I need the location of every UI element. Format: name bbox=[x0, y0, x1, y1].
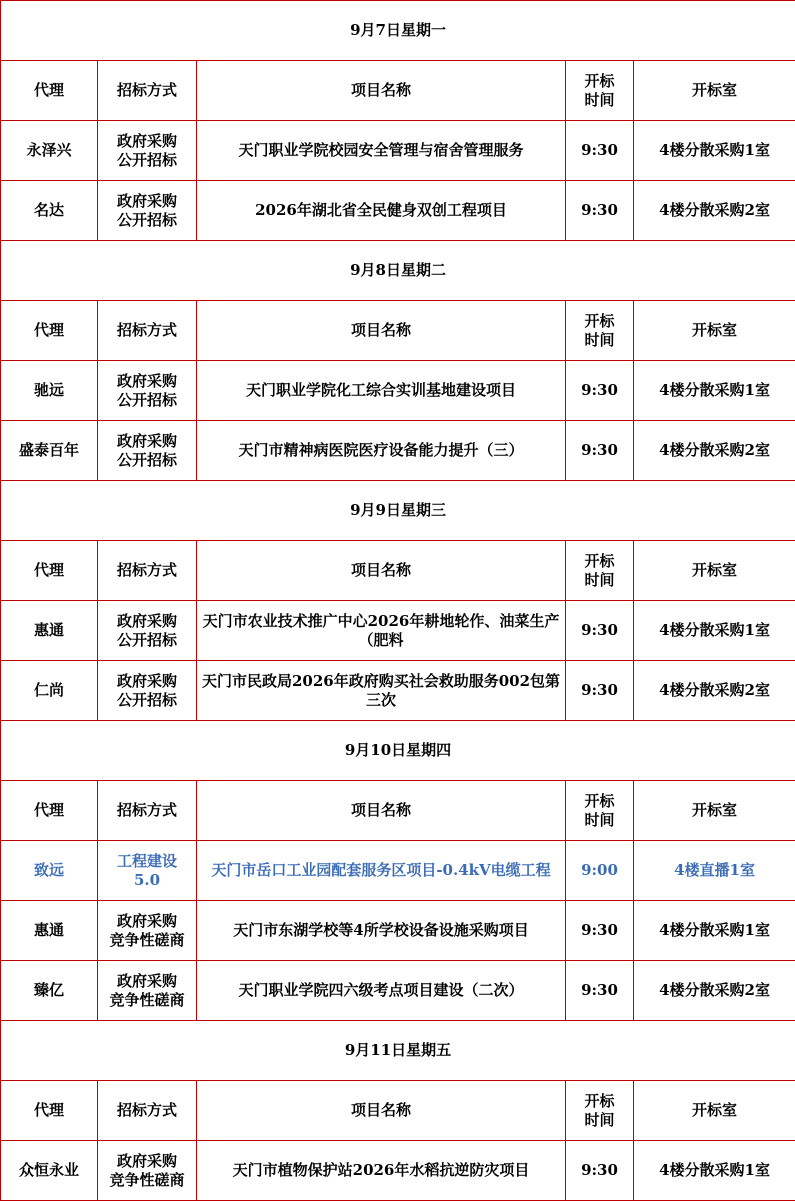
agent-cell: 盛泰百年 bbox=[1, 421, 98, 481]
time-cell: 9:30 bbox=[566, 661, 634, 721]
table-row bbox=[1, 1141, 795, 1201]
time-cell: 9:30 bbox=[566, 901, 634, 961]
room-cell: 4楼分散采购1室 bbox=[634, 601, 795, 661]
header-room: 开标室 bbox=[634, 61, 795, 121]
time-cell: 9:30 bbox=[566, 961, 634, 1021]
project-cell: 天门职业学院校园安全管理与宿舍管理服务 bbox=[197, 121, 566, 181]
project-cell: 天门市东湖学校等4所学校设备设施采购项目 bbox=[197, 901, 566, 961]
column-header-row bbox=[1, 61, 795, 121]
day-row bbox=[1, 721, 795, 781]
agent-cell: 惠通 bbox=[1, 901, 98, 961]
method-cell: 政府采购 公开招标 bbox=[98, 121, 197, 181]
header-agent: 代理 bbox=[1, 301, 98, 361]
agent-cell: 惠通 bbox=[1, 601, 98, 661]
method-cell: 政府采购 竞争性磋商 bbox=[98, 901, 197, 961]
method-cell: 政府采购 公开招标 bbox=[98, 661, 197, 721]
agent-cell: 臻亿 bbox=[1, 961, 98, 1021]
method-cell: 政府采购 公开招标 bbox=[98, 601, 197, 661]
project-cell: 天门市农业技术推广中心2026年耕地轮作、油菜生产（肥料 bbox=[197, 601, 566, 661]
method-cell: 政府采购 竞争性磋商 bbox=[98, 961, 197, 1021]
day-heading: 9月9日星期三 bbox=[1, 481, 795, 541]
agent-cell: 名达 bbox=[1, 181, 98, 241]
day-heading: 9月8日星期二 bbox=[1, 241, 795, 301]
table-row bbox=[1, 961, 795, 1021]
column-header-row bbox=[1, 301, 795, 361]
header-agent: 代理 bbox=[1, 781, 98, 841]
day-row bbox=[1, 241, 795, 301]
time-cell: 9:00 bbox=[566, 841, 634, 901]
day-row bbox=[1, 1021, 795, 1081]
header-method: 招标方式 bbox=[98, 301, 197, 361]
header-agent: 代理 bbox=[1, 61, 98, 121]
project-cell: 天门职业学院四六级考点项目建设（二次） bbox=[197, 961, 566, 1021]
agent-cell: 众恒永业 bbox=[1, 1141, 98, 1201]
project-cell: 天门市植物保护站2026年水稻抗逆防灾项目 bbox=[197, 1141, 566, 1201]
project-cell: 2026年湖北省全民健身双创工程项目 bbox=[197, 181, 566, 241]
time-cell: 9:30 bbox=[566, 121, 634, 181]
project-cell: 天门职业学院化工综合实训基地建设项目 bbox=[197, 361, 566, 421]
column-header-row bbox=[1, 1081, 795, 1141]
room-cell: 4楼分散采购1室 bbox=[634, 1141, 795, 1201]
time-cell: 9:30 bbox=[566, 361, 634, 421]
header-room: 开标室 bbox=[634, 301, 795, 361]
method-cell: 政府采购 公开招标 bbox=[98, 361, 197, 421]
table-row bbox=[1, 181, 795, 241]
day-heading: 9月11日星期五 bbox=[1, 1021, 795, 1081]
time-cell: 9:30 bbox=[566, 421, 634, 481]
table-row bbox=[1, 601, 795, 661]
header-agent: 代理 bbox=[1, 541, 98, 601]
project-cell: 天门市民政局2026年政府购买社会救助服务002包第三次 bbox=[197, 661, 566, 721]
header-project: 项目名称 bbox=[197, 301, 566, 361]
room-cell: 4楼分散采购2室 bbox=[634, 421, 795, 481]
project-cell: 天门市岳口工业园配套服务区项目-0.4kV电缆工程 bbox=[197, 841, 566, 901]
room-cell: 4楼分散采购1室 bbox=[634, 361, 795, 421]
table-row bbox=[1, 421, 795, 481]
agent-cell: 永泽兴 bbox=[1, 121, 98, 181]
time-cell: 9:30 bbox=[566, 601, 634, 661]
agent-cell: 仁尚 bbox=[1, 661, 98, 721]
time-cell: 9:30 bbox=[566, 181, 634, 241]
project-cell: 天门市精神病医院医疗设备能力提升（三） bbox=[197, 421, 566, 481]
header-method: 招标方式 bbox=[98, 61, 197, 121]
room-cell: 4楼分散采购2室 bbox=[634, 181, 795, 241]
day-heading: 9月10日星期四 bbox=[1, 721, 795, 781]
header-agent: 代理 bbox=[1, 1081, 98, 1141]
agent-cell: 驰远 bbox=[1, 361, 98, 421]
header-project: 项目名称 bbox=[197, 61, 566, 121]
header-room: 开标室 bbox=[634, 541, 795, 601]
column-header-row bbox=[1, 541, 795, 601]
column-header-row bbox=[1, 781, 795, 841]
day-row bbox=[1, 481, 795, 541]
room-cell: 4楼直播1室 bbox=[634, 841, 795, 901]
header-time: 开标 时间 bbox=[566, 301, 634, 361]
time-cell: 9:30 bbox=[566, 1141, 634, 1201]
method-cell: 工程建设 5.0 bbox=[98, 841, 197, 901]
day-heading: 9月7日星期一 bbox=[1, 1, 795, 61]
method-cell: 政府采购 公开招标 bbox=[98, 181, 197, 241]
header-room: 开标室 bbox=[634, 781, 795, 841]
method-cell: 政府采购 公开招标 bbox=[98, 421, 197, 481]
header-time: 开标 时间 bbox=[566, 541, 634, 601]
header-method: 招标方式 bbox=[98, 781, 197, 841]
room-cell: 4楼分散采购1室 bbox=[634, 121, 795, 181]
room-cell: 4楼分散采购1室 bbox=[634, 901, 795, 961]
table-row bbox=[1, 661, 795, 721]
room-cell: 4楼分散采购2室 bbox=[634, 661, 795, 721]
header-time: 开标 时间 bbox=[566, 781, 634, 841]
header-room: 开标室 bbox=[634, 1081, 795, 1141]
header-project: 项目名称 bbox=[197, 1081, 566, 1141]
header-time: 开标 时间 bbox=[566, 61, 634, 121]
header-method: 招标方式 bbox=[98, 1081, 197, 1141]
table-row bbox=[1, 901, 795, 961]
table-row bbox=[1, 121, 795, 181]
method-cell: 政府采购 竞争性磋商 bbox=[98, 1141, 197, 1201]
table-row bbox=[1, 361, 795, 421]
header-project: 项目名称 bbox=[197, 781, 566, 841]
header-time: 开标 时间 bbox=[566, 1081, 634, 1141]
header-project: 项目名称 bbox=[197, 541, 566, 601]
table-row-highlighted bbox=[1, 841, 795, 901]
header-method: 招标方式 bbox=[98, 541, 197, 601]
agent-cell: 致远 bbox=[1, 841, 98, 901]
day-row bbox=[1, 1, 795, 61]
room-cell: 4楼分散采购2室 bbox=[634, 961, 795, 1021]
